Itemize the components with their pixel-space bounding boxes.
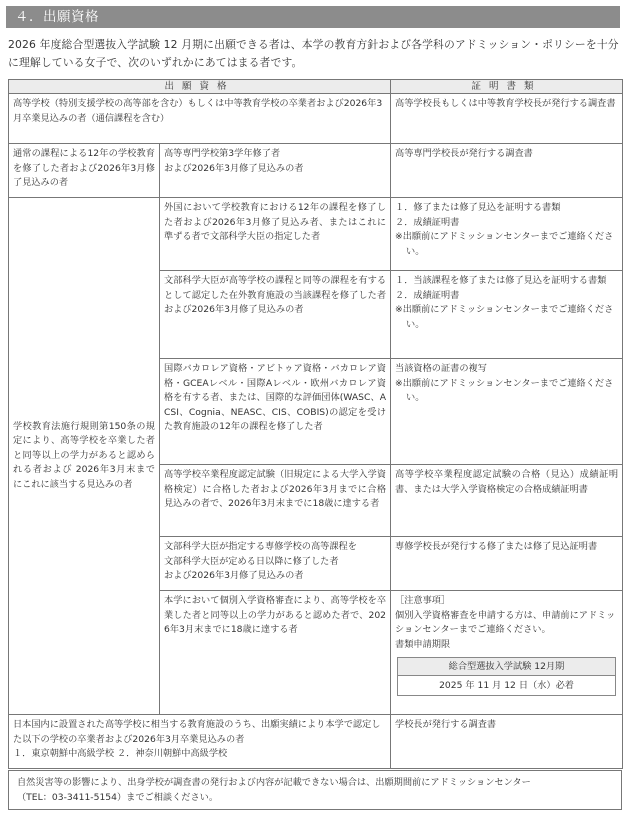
footer-line: 自然災害等の影響により、出身学校が調査書の発行および内容が記載できない場合は、出願期間前にアドミッションセンター — [17, 777, 531, 788]
table-header-row — [9, 80, 623, 94]
document-item: １． 当該課程を修了または修了見込を証明する書類 — [395, 275, 607, 286]
qualification-cell — [9, 715, 391, 769]
header-documents: 証明書類 — [391, 80, 623, 94]
caution-text: 個別入学資格審査を申請する方は、申請前にアドミッションセンターまでご連絡ください。 — [395, 609, 616, 635]
qualification-cell: 国際バカロレア資格・アビトゥア資格・バカロレア資格・GCEAレベル・国際Aレベル・欧州バカロレア資格を有する者、または、国際的な評価団体(WASC、ACSI、Cognia、NEASC、CIS、COBIS)の認定を受けた教育施設の12年の課程を修了した者 — [160, 359, 391, 465]
table-row — [9, 198, 623, 271]
documents-cell — [391, 359, 623, 465]
qualification-cell: 文部科学大臣が高等学校の課程と同等の課程を有するとして認定した在外教育施設の当該課程を修了した者および2026年3月修了見込みの者 — [160, 271, 391, 359]
caution-label: ［注意事項］ — [395, 595, 451, 606]
qualification-line: 文部科学大臣が指定する専修学校の高等課程を — [164, 541, 357, 552]
document-item: ２． 成績証明書 — [395, 289, 460, 301]
qualification-cell: 外国において学校教育における12年の課程を修了した者および2026年3月修了見込み者、またはこれに準ずる者で文部科学大臣の指定した者 — [160, 198, 391, 271]
section-title: ４．出願資格 — [6, 6, 620, 28]
qualification-line: 高等専門学校第3学年修了者 — [164, 148, 281, 159]
note-text: ※出願前にアドミッションセンターまでご連絡ください。 — [395, 377, 614, 403]
table-row — [9, 715, 623, 769]
qualification-line: 日本国内に設置された高等学校に相当する教育施設のうち、出願実績により本学で認定した以下の学校の卒業者および2026年3月卒業見込みの者 — [13, 719, 381, 745]
document-item: 当該資格の証書の複写 — [395, 363, 487, 374]
document-item: ２． 成績証明書 — [395, 216, 460, 228]
qualification-cell: 高等学校卒業程度認定試験（旧規定による大学入学資格検定）に合格した者および2026年3月までに合格見込みの者で、2026年3月末までに18歳に達する者 — [160, 465, 391, 537]
documents-cell: 高等学校卒業程度認定試験の合格（見込）成績証明書、または大学入学資格検定の合格成績証明書 — [391, 465, 623, 537]
table-row — [9, 94, 623, 144]
footer-line: （TEL：03-3411-5154）までご相談ください。 — [17, 792, 219, 803]
documents-cell — [391, 271, 623, 359]
qualification-cell: 本学において個別入学資格審査により、高等学校を卒業した者と同等以上の学力があると認めた者で、2026年3月末までに18歳に達する者 — [160, 591, 391, 715]
qualification-line: １．東京朝鮮中高級学校 ２．神奈川朝鮮中高級学校 — [13, 748, 228, 759]
documents-cell: 学校長が発行する調査書 — [391, 715, 623, 769]
documents-cell: 高等専門学校長が発行する調査書 — [391, 144, 623, 198]
documents-cell — [391, 198, 623, 271]
deadline-title: 総合型選抜入学試験 12月期 — [398, 658, 615, 676]
documents-cell — [391, 591, 623, 715]
qualification-line: 文部科学大臣が定める日以降に修了した者 — [164, 555, 339, 567]
intro-text: 2026 年度総合型選抜入学試験 12 月期に出願できる者は、本学の教育方針および各学科のアドミッション・ポリシーを十分に理解している女子で、次のいずれかにあてはまる者です。 — [8, 38, 619, 69]
category-cell: 学校教育法施行規則第150条の規定により、高等学校を卒業した者と同等以上の学力があると認められる者および 2026年3月末までにこれに該当する見込みの者 — [9, 198, 160, 715]
qualification-cell: 高等学校（特別支援学校の高等部を含む）もしくは中等教育学校の卒業者および2026年3月卒業見込みの者（通信課程を含む） — [9, 94, 391, 144]
header-qualification: 出願資格 — [9, 80, 391, 94]
qualification-line: および2026年3月修了見込みの者 — [164, 570, 304, 581]
note-text: ※出願前にアドミッションセンターまでご連絡ください。 — [395, 304, 614, 330]
document-item: １． 修了または修了見込を証明する書類 — [395, 202, 561, 213]
qualification-line: および2026年3月修了見込みの者 — [164, 162, 304, 174]
deadline-date: 2025 年 11 月 12 日（水）必着 — [439, 680, 574, 691]
footer-note — [8, 770, 622, 810]
qualification-table — [8, 79, 623, 769]
documents-cell: 専修学校長が発行する修了または修了見込証明書 — [391, 537, 623, 591]
documents-cell: 高等学校長もしくは中等教育学校長が発行する調査書 — [391, 94, 623, 144]
note-text: ※出願前にアドミッションセンターまでご連絡ください。 — [395, 231, 614, 257]
deadline-box — [397, 657, 616, 696]
qualification-cell — [160, 144, 391, 198]
qualification-cell — [160, 537, 391, 591]
deadline-label: 書類申請期限 — [395, 638, 451, 650]
table-row — [9, 144, 623, 198]
category-cell: 通常の課程による12年の学校教育を修了した者および2026年3月修了見込みの者 — [9, 144, 160, 198]
